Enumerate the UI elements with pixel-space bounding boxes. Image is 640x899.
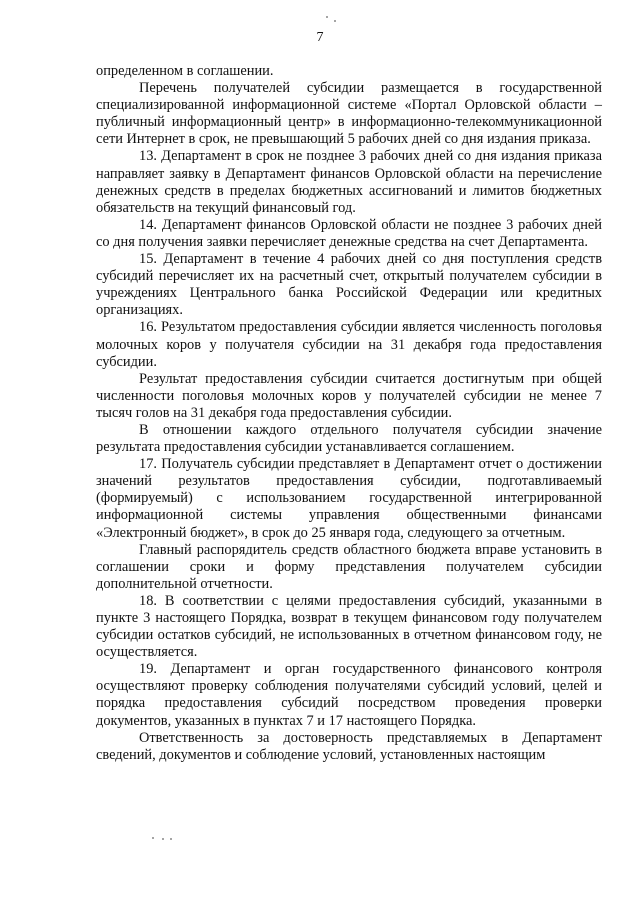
- scan-speck: [170, 838, 172, 840]
- paragraph-13: 13. Департамент в срок не позднее 3 рабочих дней со дня издания приказа направляет заявку в Департамент финансов Орловской области на перечисление денежных средств в пределах бюджетных ассигнований и лимитов бюджетных обязательств на текущий финансовый год.: [96, 148, 602, 216]
- paragraph-result-value: В отношении каждого отдельного получателя субсидии значение результата предоставления субсидии устанавливается соглашением.: [96, 421, 602, 456]
- paragraph-17: 17. Получатель субсидии представляет в Департамент отчет о достижении значений результатов предоставления субсидии, подготавливаемый (формируемый) с использованием государственной интегрированной информационной системы управления общественными финансами «Электронный бюджет», в срок до 25 января года, следующего за отчетным.: [96, 456, 602, 541]
- paragraph-result-achieved: Результат предоставления субсидии считается достигнутым при общей численности поголовья молочных коров у получателей субсидии не менее 7 тысяч голов на 31 декабря года предоставления субсидии.: [96, 370, 602, 421]
- scan-speck: [152, 837, 154, 839]
- scan-speck: [334, 20, 336, 22]
- paragraph-responsibility: Ответственность за достоверность представляемых в Департамент сведений, документов и соблюдение условий, установленных настоящим: [96, 729, 602, 763]
- paragraph-14: 14. Департамент финансов Орловской области не позднее 3 рабочих дней со дня получения заявки перечисляет денежные средства на счет Департамента.: [96, 216, 602, 250]
- paragraph-recipients-list: Перечень получателей субсидии размещается в государственной специализированной информационной системе «Портал Орловской области – публичный информационный центр» в информационно-телекоммуникационной сети Интернет в срок, не превышающий 5 рабочих дней со дня издания приказа.: [96, 80, 602, 148]
- body-text: [96, 63, 602, 764]
- paragraph-18: 18. В соответствии с целями предоставления субсидий, указанными в пункте 3 настоящего Порядка, возврат в текущем финансовом году получателем субсидии остатков субсидий, не использованных в отчетном финансовом году, не осуществляется.: [96, 592, 602, 661]
- paragraph-15: 15. Департамент в течение 4 рабочих дней со дня поступления средств субсидий перечисляет их на расчетный счет, открытый получателем субсидии в учреждениях Центрального банка Российской Федерации или кредитных организациях.: [96, 251, 602, 319]
- page-number: 7: [316, 30, 324, 45]
- scan-speck: [162, 838, 164, 840]
- paragraph-16: 16. Результатом предоставления субсидии является численность поголовья молочных коров у получателя субсидии на 31 декабря года предоставления субсидии.: [96, 319, 602, 370]
- paragraph-additional-reporting: Главный распорядитель средств областного бюджета вправе установить в соглашении сроки и форму представления получателем субсидии дополнительной отчетности.: [96, 541, 602, 592]
- paragraph-19: 19. Департамент и орган государственного финансового контроля осуществляют проверку соблюдения получателями субсидий условий, целей и порядка предоставления субсидий посредством проведения проверки документов, указанных в пунктах 7 и 17 настоящего Порядка.: [96, 661, 602, 729]
- paragraph-continuation: определенном в соглашении.: [96, 63, 274, 79]
- scan-speck: [326, 16, 328, 18]
